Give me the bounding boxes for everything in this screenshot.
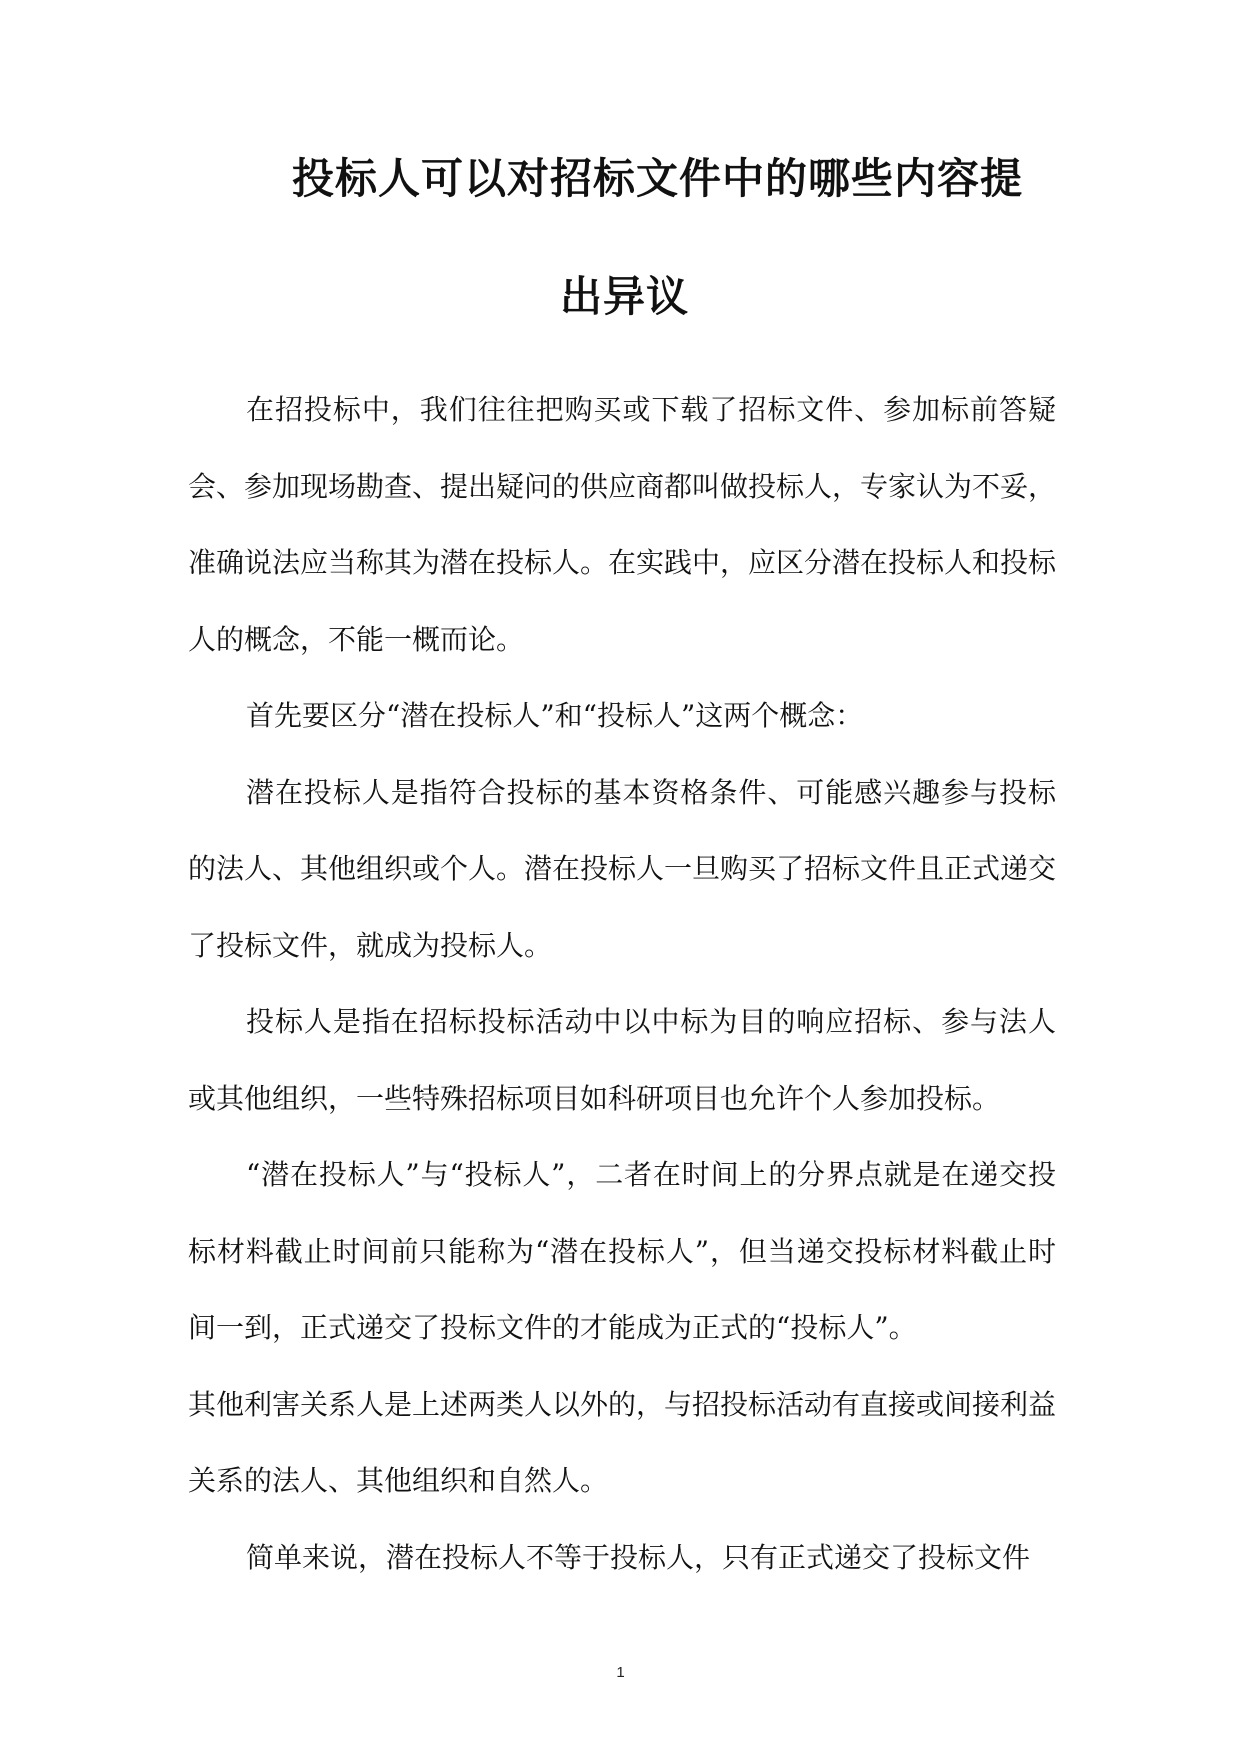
paragraph-4: 投标人是指在招标投标活动中以中标为目的响应招标、参与法人或其他组织，一些特殊招标项目如科研项目也允许个人参加投标。 <box>188 1005 1056 1115</box>
document-body <box>188 372 1056 1596</box>
paragraph-6: 其他利害关系人是上述两类人以外的，与招投标活动有直接或间接利益关系的法人、其他组织和自然人。 <box>188 1387 1057 1497</box>
paragraph-5: “潜在投标人”与“投标人”，二者在时间上的分界点就是在递交投标材料截止时间前只能称为“潜在投标人”，但当递交投标材料截止时间一到，正式递交了投标文件的才能成为正式的“投标人”。 <box>188 1158 1056 1344</box>
paragraph-3: 潜在投标人是指符合投标的基本资格条件、可能感兴趣参与投标的法人、其他组织或个人。潜在投标人一旦购买了招标文件且正式递交了投标文件，就成为投标人。 <box>188 775 1057 962</box>
paragraph-2: 首先要区分“潜在投标人”和“投标人”这两个概念： <box>246 699 864 732</box>
document-title-line-2: 出异议 <box>560 272 690 321</box>
page-number: 1 <box>616 1664 625 1681</box>
paragraph-7: 简单来说，潜在投标人不等于投标人，只有正式递交了投标文件 <box>246 1540 1031 1574</box>
paragraph-1: 在招投标中，我们往往把购买或下载了招标文件、参加标前答疑会、参加现场勘查、提出疑问的供应商都叫做投标人，专家认为不妥，准确说法应当称其为潜在投标人。在实践中，应区分潜在投标人和投标人的概念，不能一概而论。 <box>188 393 1057 656</box>
document-title-line-1: 投标人可以对招标文件中的哪些内容提 <box>292 154 1024 203</box>
